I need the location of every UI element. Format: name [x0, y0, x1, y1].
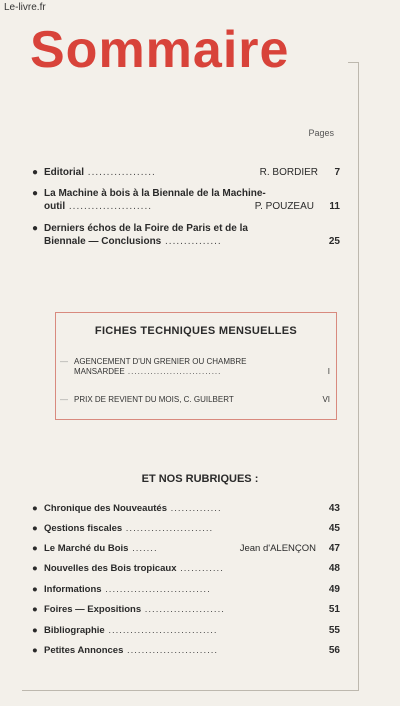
leader-dots: ............... — [161, 236, 222, 247]
bullet-icon: ● — [32, 223, 39, 234]
entry-page: 11 — [329, 201, 340, 212]
leader-dots: .............. — [167, 503, 222, 514]
fiche-line1: PRIX DE REVIENT DU MOIS, C. GUILBERT — [74, 395, 234, 404]
rubrique-label: Bibliographie — [44, 625, 105, 636]
entry-title: Editorial — [44, 167, 85, 178]
leader-dots: ............................. — [101, 584, 211, 595]
bullet-icon: ● — [32, 563, 38, 574]
page-title: Sommaire — [30, 21, 290, 79]
rubrique-page: 45 — [328, 523, 340, 534]
fiche-line2: MANSARDEE — [74, 367, 125, 376]
entry-page: 7 — [334, 167, 340, 178]
leader-dots: .............................. — [104, 625, 218, 636]
bullet-icon: ● — [32, 625, 38, 636]
bullet-icon: ● — [32, 584, 38, 595]
rubrique-page: 55 — [328, 625, 340, 636]
rubrique-item[interactable] — [32, 503, 340, 515]
bullet-icon: ● — [32, 543, 38, 554]
fiche-line1: AGENCEMENT D'UN GRENIER OU CHAMBRE — [74, 357, 247, 366]
rubrique-label: Qestions fiscales — [44, 523, 123, 534]
toc-entry[interactable] — [32, 222, 340, 248]
watermark-text: Le-livre.fr — [4, 2, 46, 13]
rubrique-author: Jean d'ALENÇON — [239, 543, 316, 554]
fiches-box — [55, 312, 337, 420]
entry-title-line2: Biennale — Conclusions — [44, 236, 162, 247]
toc-entry[interactable] — [32, 166, 340, 179]
rubrique-page: 47 — [328, 543, 340, 554]
bullet-icon: ● — [32, 503, 38, 514]
rubrique-label: Nouvelles des Bois tropicaux — [44, 563, 177, 574]
rubrique-item[interactable] — [32, 543, 340, 555]
leader-dots: ........................ — [122, 523, 214, 534]
rubrique-label: Le Marché du Bois — [44, 543, 129, 554]
dash-icon: — — [60, 357, 68, 366]
entry-author: R. BORDIER — [259, 167, 318, 178]
entry-title-line2: outil — [44, 201, 66, 212]
rubrique-item[interactable] — [32, 645, 340, 657]
leader-dots: ...................... — [65, 201, 153, 212]
entry-title-line1: La Machine à bois à la Biennale de la Machine- — [44, 188, 266, 199]
leader-dots: .................. — [84, 167, 156, 178]
rubrique-item[interactable] — [32, 604, 340, 616]
leader-dots: ............ — [176, 563, 224, 574]
entry-title-line1: Derniers échos de la Foire de Paris et de la — [44, 223, 248, 234]
fiche-page: VI — [322, 395, 330, 404]
rubrique-page: 51 — [328, 604, 340, 615]
entry-page: 25 — [328, 236, 340, 247]
rubrique-page: 48 — [328, 563, 340, 574]
fiche-item[interactable] — [60, 395, 330, 405]
rubrique-page: 49 — [328, 584, 340, 595]
toc-entry[interactable] — [32, 187, 340, 213]
rubrique-label: Foires — Expositions — [44, 604, 142, 615]
pages-label: Pages — [308, 128, 334, 138]
bullet-icon: ● — [32, 604, 38, 615]
fiches-title: FICHES TECHNIQUES MENSUELLES — [94, 325, 298, 337]
rubrique-label: Informations — [44, 584, 102, 595]
leader-dots: ....... — [128, 543, 158, 554]
rubrique-page: 56 — [328, 645, 340, 656]
bullet-icon: ● — [32, 188, 39, 199]
leader-dots: ............................. — [124, 367, 222, 376]
rubrique-item[interactable] — [32, 625, 340, 637]
rubrique-label: Chronique des Nouveautés — [44, 503, 167, 514]
fiche-item[interactable] — [60, 357, 330, 377]
rubrique-item[interactable] — [32, 523, 340, 535]
leader-dots: ...................... — [141, 604, 225, 615]
dash-icon: — — [60, 395, 68, 404]
bullet-icon: ● — [32, 167, 39, 178]
rubrique-page: 43 — [328, 503, 340, 514]
bullet-icon: ● — [32, 645, 38, 656]
entry-author: P. POUZEAU — [254, 201, 314, 212]
bullet-icon: ● — [32, 523, 38, 534]
rubrique-label: Petites Annonces — [44, 645, 124, 656]
fiche-page: I — [327, 367, 330, 376]
frame-corner — [348, 62, 358, 63]
rubrique-item[interactable] — [32, 563, 340, 575]
rubrique-item[interactable] — [32, 584, 340, 596]
leader-dots: ......................... — [123, 645, 218, 656]
rubriques-title: ET NOS RUBRIQUES : — [141, 473, 259, 485]
